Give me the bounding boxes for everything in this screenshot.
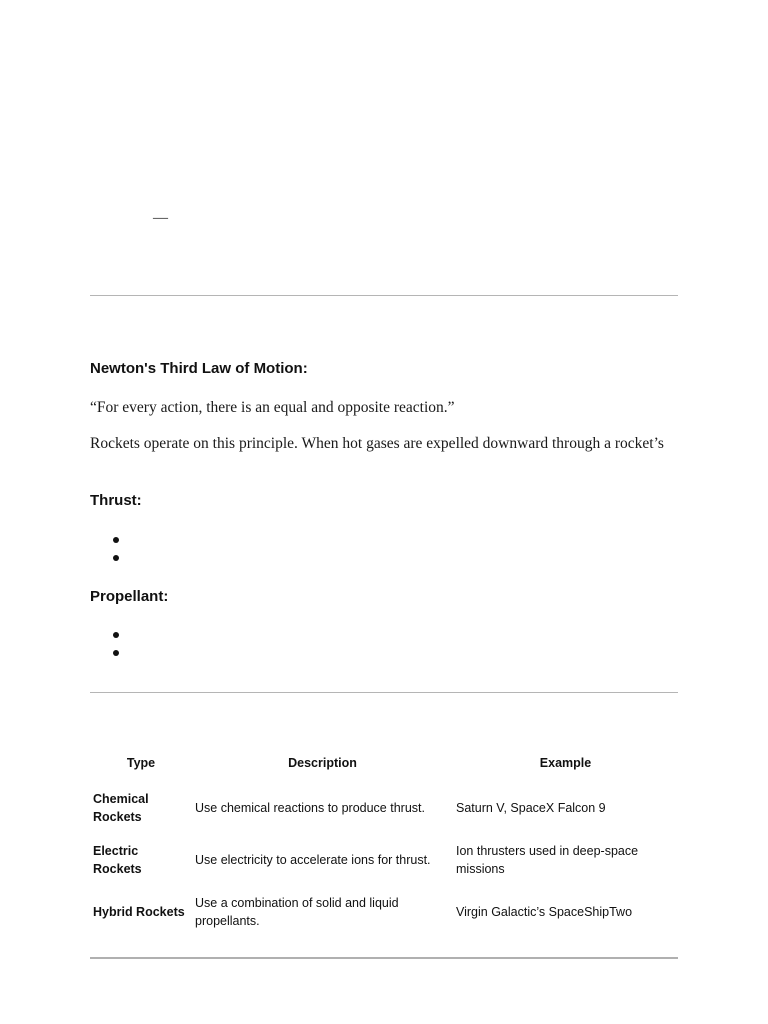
header-example: Example [539, 756, 592, 770]
table-row [90, 782, 678, 834]
thrust-heading: Thrust: [90, 492, 142, 509]
header-type: Type [126, 756, 156, 770]
table-row [90, 886, 678, 938]
law-text: Rockets operate on this principle. When hot gases are expelled downward through a rocket’s [90, 435, 664, 452]
row-example: Saturn V, SpaceX Falcon 9 [456, 801, 606, 815]
header-description: Description [288, 756, 357, 770]
row-example: Virgin Galactic’s SpaceShipTwo [456, 905, 633, 919]
row-type: Chemical Rockets [93, 792, 149, 824]
dash-mark: — [153, 210, 168, 226]
law-heading: Newton's Third Law of Motion: [90, 360, 308, 377]
propellant-bullet-2 [113, 650, 119, 656]
propellant-heading: Propellant: [90, 588, 169, 605]
row-description: Use a combination of solid and liquid propellants. [195, 896, 399, 928]
divider-bottom [90, 957, 678, 959]
divider-middle [90, 692, 678, 693]
thrust-bullet-1 [113, 537, 119, 543]
row-example: Ion thrusters used in deep-space missions [456, 844, 639, 876]
row-description: Use chemical reactions to produce thrust. [195, 801, 425, 815]
row-type: Electric Rockets [93, 844, 142, 876]
propellant-bullet-1 [113, 632, 119, 638]
divider-top [90, 295, 678, 296]
table-row [90, 834, 678, 886]
row-type: Hybrid Rockets [93, 905, 185, 919]
rocket-types-table [90, 752, 678, 938]
table-header-row [90, 752, 678, 782]
thrust-bullet-2 [113, 555, 119, 561]
row-description: Use electricity to accelerate ions for thrust. [195, 853, 431, 867]
law-quote: “For every action, there is an equal and opposite reaction.” [90, 399, 455, 416]
